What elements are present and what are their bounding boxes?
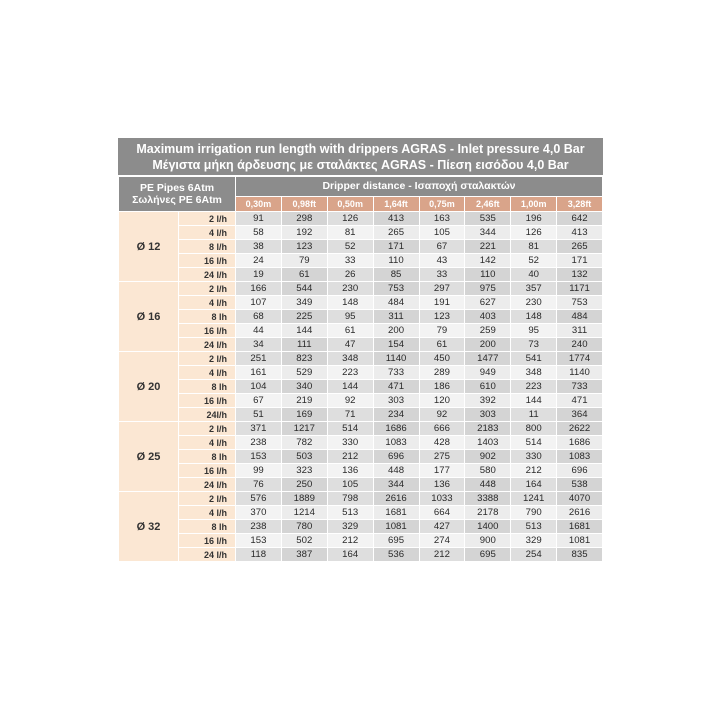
pipe-diameter-label: Ø 16 <box>119 282 179 352</box>
irrigation-table-sheet <box>118 138 603 562</box>
flow-rate-label: 8 lh <box>179 380 236 394</box>
dripper-distance-header: Dripper distance - Ισαποχή σταλακτών <box>236 177 603 197</box>
run-length-cell: 2178 <box>465 506 511 520</box>
flow-rate-label: 4 l/h <box>179 436 236 450</box>
run-length-cell: 79 <box>281 254 327 268</box>
run-length-cell: 265 <box>557 240 603 254</box>
flow-rate-label: 2 l/h <box>179 352 236 366</box>
run-length-cell: 111 <box>281 338 327 352</box>
run-length-cell: 2616 <box>373 492 419 506</box>
run-length-cell: 107 <box>236 296 282 310</box>
flow-rate-label: 2 l/h <box>179 492 236 506</box>
run-length-cell: 1083 <box>557 450 603 464</box>
run-length-cell: 212 <box>327 534 373 548</box>
run-length-table <box>118 176 603 562</box>
run-length-cell: 38 <box>236 240 282 254</box>
run-length-cell: 3388 <box>465 492 511 506</box>
pipes-header <box>119 177 236 212</box>
table-row <box>119 282 603 296</box>
run-length-cell: 666 <box>419 422 465 436</box>
run-length-cell: 344 <box>373 478 419 492</box>
run-length-cell: 238 <box>236 520 282 534</box>
run-length-cell: 289 <box>419 366 465 380</box>
table-row <box>119 366 603 380</box>
run-length-cell: 502 <box>281 534 327 548</box>
run-length-cell: 67 <box>236 394 282 408</box>
pipes-header-english: PE Pipes 6Atm <box>139 182 215 194</box>
run-length-cell: 254 <box>511 548 557 562</box>
run-length-cell: 471 <box>373 380 419 394</box>
run-length-cell: 169 <box>281 408 327 422</box>
run-length-cell: 73 <box>511 338 557 352</box>
run-length-cell: 349 <box>281 296 327 310</box>
run-length-cell: 782 <box>281 436 327 450</box>
run-length-cell: 303 <box>373 394 419 408</box>
run-length-cell: 448 <box>373 464 419 478</box>
run-length-cell: 303 <box>465 408 511 422</box>
table-row <box>119 408 603 422</box>
run-length-cell: 164 <box>327 548 373 562</box>
run-length-cell: 529 <box>281 366 327 380</box>
run-length-cell: 835 <box>557 548 603 562</box>
table-row <box>119 548 603 562</box>
run-length-cell: 298 <box>281 212 327 226</box>
distance-column-header: 0,50m <box>327 196 373 211</box>
run-length-cell: 330 <box>511 450 557 464</box>
flow-rate-label: 4 l/h <box>179 296 236 310</box>
flow-rate-label: 16 l/h <box>179 464 236 478</box>
run-length-cell: 234 <box>373 408 419 422</box>
run-length-cell: 153 <box>236 534 282 548</box>
distance-column-header: 1,64ft <box>373 196 419 211</box>
table-row <box>119 394 603 408</box>
run-length-cell: 541 <box>511 352 557 366</box>
run-length-cell: 448 <box>465 478 511 492</box>
run-length-cell: 126 <box>511 226 557 240</box>
run-length-cell: 4070 <box>557 492 603 506</box>
run-length-cell: 171 <box>373 240 419 254</box>
run-length-cell: 696 <box>373 450 419 464</box>
run-length-cell: 71 <box>327 408 373 422</box>
table-row <box>119 422 603 436</box>
distance-column-header: 3,28ft <box>557 196 603 211</box>
table-row <box>119 380 603 394</box>
run-length-cell: 104 <box>236 380 282 394</box>
run-length-cell: 200 <box>465 338 511 352</box>
run-length-cell: 51 <box>236 408 282 422</box>
distance-column-header: 0,30m <box>236 196 282 211</box>
run-length-cell: 1400 <box>465 520 511 534</box>
distance-column-header: 2,46ft <box>465 196 511 211</box>
flow-rate-label: 24 l/h <box>179 478 236 492</box>
pipe-diameter-label: Ø 20 <box>119 352 179 422</box>
run-length-cell: 132 <box>557 268 603 282</box>
table-row <box>119 492 603 506</box>
run-length-cell: 192 <box>281 226 327 240</box>
title-greek: Μέγιστα μήκη άρδευσης με σταλάκτες AGRAS - Πίεση εισόδου 4,0 Bar <box>152 158 569 172</box>
distance-column-header: 0,75m <box>419 196 465 211</box>
flow-rate-label: 24 l/h <box>179 548 236 562</box>
run-length-cell: 92 <box>419 408 465 422</box>
flow-rate-label: 8 lh <box>179 520 236 534</box>
run-length-cell: 329 <box>327 520 373 534</box>
run-length-cell: 800 <box>511 422 557 436</box>
table-row <box>119 240 603 254</box>
run-length-cell: 1889 <box>281 492 327 506</box>
run-length-cell: 371 <box>236 422 282 436</box>
table-row <box>119 268 603 282</box>
pipe-diameter-label: Ø 32 <box>119 492 179 562</box>
run-length-cell: 110 <box>465 268 511 282</box>
flow-rate-label: 24l/h <box>179 408 236 422</box>
run-length-cell: 513 <box>511 520 557 534</box>
run-length-cell: 230 <box>327 282 373 296</box>
pipe-diameter-label: Ø 12 <box>119 212 179 282</box>
run-length-cell: 40 <box>511 268 557 282</box>
run-length-cell: 503 <box>281 450 327 464</box>
run-length-cell: 733 <box>373 366 419 380</box>
distance-column-header: 1,00m <box>511 196 557 211</box>
run-length-cell: 427 <box>419 520 465 534</box>
flow-rate-label: 8 lh <box>179 450 236 464</box>
run-length-cell: 733 <box>557 380 603 394</box>
run-length-cell: 43 <box>419 254 465 268</box>
run-length-cell: 413 <box>557 226 603 240</box>
run-length-cell: 126 <box>327 212 373 226</box>
run-length-cell: 329 <box>511 534 557 548</box>
run-length-cell: 171 <box>557 254 603 268</box>
run-length-cell: 1403 <box>465 436 511 450</box>
run-length-cell: 34 <box>236 338 282 352</box>
table-row <box>119 324 603 338</box>
flow-rate-label: 2 l/h <box>179 212 236 226</box>
run-length-cell: 123 <box>281 240 327 254</box>
run-length-cell: 544 <box>281 282 327 296</box>
run-length-cell: 259 <box>465 324 511 338</box>
run-length-cell: 1140 <box>557 366 603 380</box>
run-length-cell: 1774 <box>557 352 603 366</box>
run-length-cell: 118 <box>236 548 282 562</box>
run-length-cell: 387 <box>281 548 327 562</box>
table-row <box>119 450 603 464</box>
run-length-cell: 370 <box>236 506 282 520</box>
table-row <box>119 478 603 492</box>
run-length-cell: 275 <box>419 450 465 464</box>
run-length-cell: 200 <box>373 324 419 338</box>
run-length-cell: 1140 <box>373 352 419 366</box>
flow-rate-label: 16 l/h <box>179 324 236 338</box>
run-length-cell: 538 <box>557 478 603 492</box>
run-length-cell: 1681 <box>373 506 419 520</box>
run-length-cell: 212 <box>419 548 465 562</box>
flow-rate-label: 2 l/h <box>179 282 236 296</box>
flow-rate-label: 16 l/h <box>179 394 236 408</box>
run-length-cell: 61 <box>281 268 327 282</box>
run-length-cell: 348 <box>327 352 373 366</box>
run-length-cell: 949 <box>465 366 511 380</box>
run-length-cell: 403 <box>465 310 511 324</box>
run-length-cell: 2616 <box>557 506 603 520</box>
run-length-cell: 105 <box>327 478 373 492</box>
table-row <box>119 254 603 268</box>
run-length-cell: 311 <box>373 310 419 324</box>
run-length-cell: 92 <box>327 394 373 408</box>
run-length-cell: 95 <box>327 310 373 324</box>
run-length-cell: 274 <box>419 534 465 548</box>
distance-column-header: 0,98ft <box>281 196 327 211</box>
run-length-cell: 664 <box>419 506 465 520</box>
run-length-cell: 471 <box>557 394 603 408</box>
run-length-cell: 61 <box>419 338 465 352</box>
run-length-cell: 1681 <box>557 520 603 534</box>
flow-rate-label: 8 lh <box>179 310 236 324</box>
run-length-cell: 790 <box>511 506 557 520</box>
run-length-cell: 186 <box>419 380 465 394</box>
run-length-cell: 144 <box>327 380 373 394</box>
run-length-cell: 191 <box>419 296 465 310</box>
table-row <box>119 534 603 548</box>
run-length-cell: 344 <box>465 226 511 240</box>
run-length-cell: 514 <box>327 422 373 436</box>
run-length-cell: 44 <box>236 324 282 338</box>
run-length-cell: 1171 <box>557 282 603 296</box>
run-length-cell: 52 <box>327 240 373 254</box>
run-length-cell: 1214 <box>281 506 327 520</box>
run-length-cell: 428 <box>419 436 465 450</box>
run-length-cell: 265 <box>373 226 419 240</box>
run-length-cell: 251 <box>236 352 282 366</box>
table-row <box>119 506 603 520</box>
run-length-cell: 323 <box>281 464 327 478</box>
run-length-cell: 144 <box>511 394 557 408</box>
flow-rate-label: 16 l/h <box>179 534 236 548</box>
run-length-cell: 1083 <box>373 436 419 450</box>
run-length-cell: 24 <box>236 254 282 268</box>
run-length-cell: 153 <box>236 450 282 464</box>
table-row <box>119 310 603 324</box>
run-length-cell: 975 <box>465 282 511 296</box>
title-english: Maximum irrigation run length with drippers AGRAS - Inlet pressure 4,0 Bar <box>136 142 585 156</box>
run-length-cell: 164 <box>511 478 557 492</box>
run-length-cell: 136 <box>419 478 465 492</box>
run-length-cell: 348 <box>511 366 557 380</box>
run-length-cell: 240 <box>557 338 603 352</box>
run-length-cell: 230 <box>511 296 557 310</box>
run-length-cell: 580 <box>465 464 511 478</box>
run-length-cell: 85 <box>373 268 419 282</box>
table-row <box>119 226 603 240</box>
run-length-cell: 576 <box>236 492 282 506</box>
run-length-cell: 212 <box>327 450 373 464</box>
flow-rate-label: 16 l/h <box>179 254 236 268</box>
run-length-cell: 11 <box>511 408 557 422</box>
run-length-cell: 357 <box>511 282 557 296</box>
run-length-cell: 81 <box>511 240 557 254</box>
table-row <box>119 352 603 366</box>
run-length-cell: 148 <box>327 296 373 310</box>
run-length-cell: 136 <box>327 464 373 478</box>
run-length-cell: 1033 <box>419 492 465 506</box>
run-length-cell: 902 <box>465 450 511 464</box>
run-length-cell: 67 <box>419 240 465 254</box>
run-length-cell: 297 <box>419 282 465 296</box>
table-body <box>119 212 603 562</box>
run-length-cell: 340 <box>281 380 327 394</box>
run-length-cell: 58 <box>236 226 282 240</box>
run-length-cell: 33 <box>327 254 373 268</box>
run-length-cell: 99 <box>236 464 282 478</box>
run-length-cell: 780 <box>281 520 327 534</box>
table-title <box>118 138 603 176</box>
run-length-cell: 120 <box>419 394 465 408</box>
table-row <box>119 338 603 352</box>
run-length-cell: 144 <box>281 324 327 338</box>
run-length-cell: 536 <box>373 548 419 562</box>
run-length-cell: 2183 <box>465 422 511 436</box>
run-length-cell: 148 <box>511 310 557 324</box>
run-length-cell: 142 <box>465 254 511 268</box>
table-row <box>119 464 603 478</box>
run-length-cell: 696 <box>557 464 603 478</box>
run-length-cell: 47 <box>327 338 373 352</box>
run-length-cell: 163 <box>419 212 465 226</box>
run-length-cell: 212 <box>511 464 557 478</box>
pipes-header-greek: Σωλήνες PE 6Atm <box>132 194 222 206</box>
run-length-cell: 123 <box>419 310 465 324</box>
run-length-cell: 52 <box>511 254 557 268</box>
run-length-cell: 110 <box>373 254 419 268</box>
run-length-cell: 753 <box>373 282 419 296</box>
run-length-cell: 484 <box>557 310 603 324</box>
run-length-cell: 535 <box>465 212 511 226</box>
run-length-cell: 450 <box>419 352 465 366</box>
run-length-cell: 26 <box>327 268 373 282</box>
run-length-cell: 1081 <box>373 520 419 534</box>
run-length-cell: 1686 <box>557 436 603 450</box>
run-length-cell: 413 <box>373 212 419 226</box>
run-length-cell: 19 <box>236 268 282 282</box>
run-length-cell: 900 <box>465 534 511 548</box>
run-length-cell: 219 <box>281 394 327 408</box>
flow-rate-label: 8 l/h <box>179 240 236 254</box>
run-length-cell: 161 <box>236 366 282 380</box>
flow-rate-label: 4 l/h <box>179 506 236 520</box>
run-length-cell: 225 <box>281 310 327 324</box>
run-length-cell: 1686 <box>373 422 419 436</box>
run-length-cell: 2622 <box>557 422 603 436</box>
run-length-cell: 221 <box>465 240 511 254</box>
run-length-cell: 223 <box>511 380 557 394</box>
run-length-cell: 223 <box>327 366 373 380</box>
flow-rate-label: 2 l/h <box>179 422 236 436</box>
run-length-cell: 105 <box>419 226 465 240</box>
run-length-cell: 250 <box>281 478 327 492</box>
run-length-cell: 166 <box>236 282 282 296</box>
run-length-cell: 154 <box>373 338 419 352</box>
run-length-cell: 76 <box>236 478 282 492</box>
run-length-cell: 95 <box>511 324 557 338</box>
table-row <box>119 212 603 226</box>
run-length-cell: 1477 <box>465 352 511 366</box>
table-row <box>119 436 603 450</box>
table-row <box>119 296 603 310</box>
flow-rate-label: 24 l/h <box>179 338 236 352</box>
flow-rate-label: 4 l/h <box>179 226 236 240</box>
run-length-cell: 1241 <box>511 492 557 506</box>
flow-rate-label: 4 l/h <box>179 366 236 380</box>
run-length-cell: 610 <box>465 380 511 394</box>
run-length-cell: 33 <box>419 268 465 282</box>
run-length-cell: 1217 <box>281 422 327 436</box>
run-length-cell: 196 <box>511 212 557 226</box>
run-length-cell: 392 <box>465 394 511 408</box>
run-length-cell: 642 <box>557 212 603 226</box>
run-length-cell: 514 <box>511 436 557 450</box>
run-length-cell: 364 <box>557 408 603 422</box>
run-length-cell: 695 <box>465 548 511 562</box>
run-length-cell: 695 <box>373 534 419 548</box>
run-length-cell: 91 <box>236 212 282 226</box>
run-length-cell: 798 <box>327 492 373 506</box>
run-length-cell: 81 <box>327 226 373 240</box>
run-length-cell: 61 <box>327 324 373 338</box>
run-length-cell: 330 <box>327 436 373 450</box>
run-length-cell: 484 <box>373 296 419 310</box>
run-length-cell: 238 <box>236 436 282 450</box>
run-length-cell: 753 <box>557 296 603 310</box>
run-length-cell: 311 <box>557 324 603 338</box>
table-row <box>119 520 603 534</box>
run-length-cell: 627 <box>465 296 511 310</box>
run-length-cell: 513 <box>327 506 373 520</box>
flow-rate-label: 24 l/h <box>179 268 236 282</box>
run-length-cell: 1081 <box>557 534 603 548</box>
run-length-cell: 68 <box>236 310 282 324</box>
pipe-diameter-label: Ø 25 <box>119 422 179 492</box>
run-length-cell: 177 <box>419 464 465 478</box>
run-length-cell: 823 <box>281 352 327 366</box>
run-length-cell: 79 <box>419 324 465 338</box>
